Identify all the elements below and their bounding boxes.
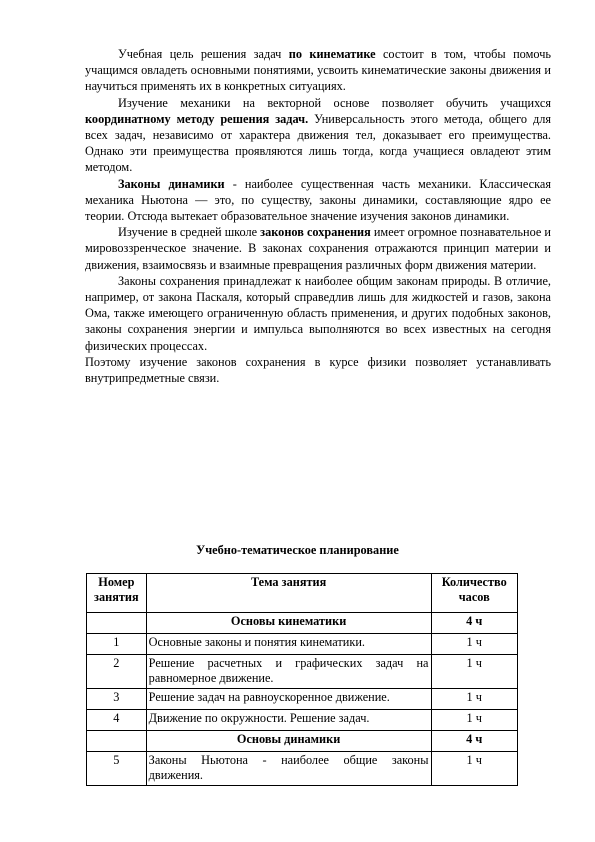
lesson-hours: 1 ч xyxy=(431,634,517,655)
table-section-row xyxy=(87,731,518,752)
lesson-hours: 1 ч xyxy=(431,710,517,731)
body-text xyxy=(85,46,551,386)
text-run: имеет огромное познавательное и мировоззренческое значение. В законах сохранения отражаются принцип материи и движения, взаимосвязь и взаимные превращения различных форм движения материи. xyxy=(85,225,552,272)
table-row xyxy=(87,710,518,731)
text-run: Универсальность этого метода, общего для всех задач, независимо от характера движения тел, доказывает его преимущества. Однако эти преимущества проявляются лишь тогда, когда учащиеся овладеют этим методом. xyxy=(85,111,552,175)
header-hours: Количество часов xyxy=(431,574,517,613)
table-cell-empty xyxy=(87,613,147,634)
lesson-topic: Решение задач на равноускоренное движение. xyxy=(146,689,431,710)
lesson-topic: Решение расчетных и графических задач на равномерное движение. xyxy=(146,655,431,689)
table-cell-empty xyxy=(87,731,147,752)
paragraph-kinematics xyxy=(85,46,551,95)
section-kinematics: Основы кинематики xyxy=(146,613,431,634)
paragraph-conclusion xyxy=(85,354,551,386)
lesson-number: 5 xyxy=(87,752,147,786)
section-hours: 4 ч xyxy=(431,613,517,634)
table-section-row xyxy=(87,613,518,634)
paragraph-dynamics xyxy=(85,176,551,225)
text-run: - наиболее существенная часть механики. Классическая механика Ньютона — это, по существу, законы динамики, составляющие ядро ее теории. Отсюда вытекает образовательное значение изучения законов динамики. xyxy=(85,176,551,224)
lesson-number: 3 xyxy=(87,689,147,710)
lesson-topic: Законы Ньютона - наиболее общие законы движения. xyxy=(146,752,431,786)
text-run: состоит в том, чтобы помочь учащимся овладеть основными понятиями, усвоить кинематические законы движения и научиться применять их в конкретных ситуациях. xyxy=(85,47,551,94)
lesson-topic: Основные законы и понятия кинематики. xyxy=(146,634,431,655)
table-row xyxy=(87,634,518,655)
lesson-hours: 1 ч xyxy=(431,752,517,786)
header-lesson-number: Номер занятия xyxy=(87,574,147,613)
text-run: Поэтому изучение законов сохранения в курсе физики позволяет устанавливать внутрипредметные связи. xyxy=(85,354,551,386)
lesson-number: 4 xyxy=(87,710,147,731)
lesson-number: 2 xyxy=(87,655,147,689)
text-run: Законы сохранения принадлежат к наиболее общим законам природы. В отличие, например, от закона Паскаля, который справедлив лишь для жидкостей и газов, закона Ома, также имеющего ограниченную область применения, и других подобных законов, законы сохранения энергии и импульса выполняются во всех известных на сегодня физических процессах. xyxy=(85,273,551,353)
text-run: Учебная цель решения задач xyxy=(118,47,289,61)
lesson-topic: Движение по окружности. Решение задач. xyxy=(146,710,431,731)
bold-term-coordinate-method: координатному методу решения задач. xyxy=(85,111,309,126)
table-header-row xyxy=(87,574,518,613)
text-run: Изучение механики на векторной основе позволяет обучить учащихся xyxy=(118,95,551,110)
lesson-hours: 1 ч xyxy=(431,689,517,710)
lesson-number: 1 xyxy=(87,634,147,655)
section-hours: 4 ч xyxy=(431,731,517,752)
table-row xyxy=(87,752,518,786)
section-dynamics: Основы динамики xyxy=(146,731,431,752)
table-row xyxy=(87,689,518,710)
paragraph-conservation-laws xyxy=(85,273,551,354)
bold-term-kinematics: по кинематике xyxy=(288,47,376,61)
header-topic: Тема занятия xyxy=(146,574,431,613)
paragraph-vector-method xyxy=(85,95,551,176)
bold-term-conservation: законов сохранения xyxy=(260,225,371,240)
bold-term-dynamics: Законы динамики xyxy=(118,176,225,191)
paragraph-conservation xyxy=(85,224,551,273)
lesson-hours: 1 ч xyxy=(431,655,517,689)
section-title: Учебно-тематическое планирование xyxy=(196,543,399,557)
text-run: Изучение в средней школе xyxy=(118,225,261,240)
table-row xyxy=(87,655,518,689)
planning-table xyxy=(86,573,518,786)
